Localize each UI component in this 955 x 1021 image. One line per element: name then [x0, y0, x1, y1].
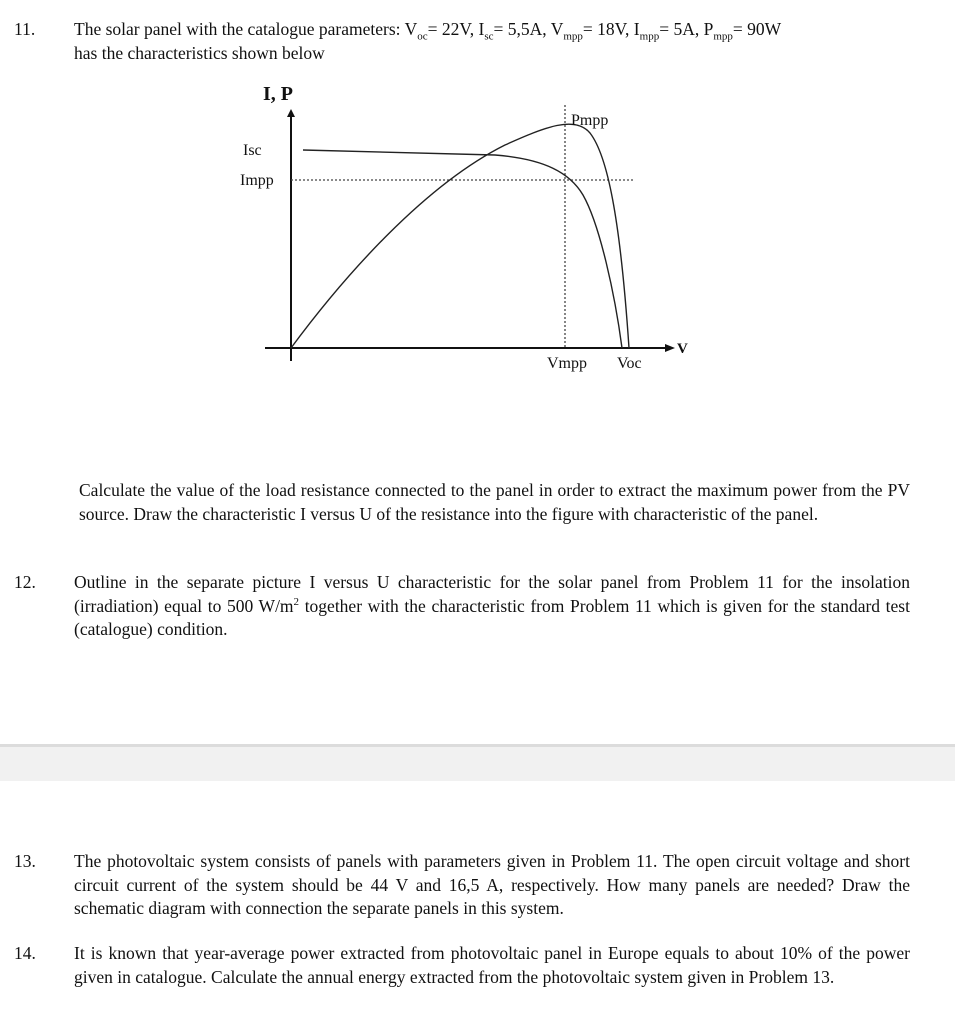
impp-subscript: mpp: [639, 30, 660, 43]
problem-13: [14, 850, 910, 921]
y-axis-arrow: [287, 109, 295, 117]
problem-14: [14, 942, 910, 989]
impp-label: Impp: [240, 172, 274, 189]
vmpp-value: = 18V, I: [582, 19, 640, 39]
impp-value: = 5A, P: [659, 19, 714, 39]
problem-12-text-a: Outline in the separate picture I versus U characteristic for the solar panel from Problem 11 for the insolation (irradiation) equal to 500 W/m: [74, 572, 910, 616]
problem-11-line2: has the characteristics shown below: [74, 42, 325, 63]
page-divider: [0, 744, 955, 781]
iv-curve: [303, 150, 622, 348]
problem-12-text-b: together with the characteristic from Problem 11 which is given for the standard test (catalogue) condition.: [74, 595, 910, 639]
vmpp-subscript: mpp: [563, 30, 583, 43]
problem-14-text: It is known that year-average power extracted from photovoltaic panel in Europe equals to about 10% of the power given in catalogue. Calculate the annual energy extracted from the photovoltaic system given in Problem 13.: [74, 943, 910, 987]
iv-characteristic-figure: [225, 75, 705, 385]
isc-subscript: sc: [484, 30, 494, 43]
problem-number: 14.: [14, 943, 36, 963]
voc-value: = 22V, I: [427, 19, 485, 39]
problem-number: 11.: [14, 19, 36, 39]
problem-number: 13.: [14, 851, 36, 871]
pmpp-value: = 90W: [732, 19, 782, 39]
problem-12: [14, 571, 910, 642]
pmpp-label: Pmpp: [571, 112, 609, 129]
pmpp-subscript: mpp: [713, 30, 733, 43]
y-axis-label: I, P: [263, 83, 293, 105]
voc-label: Voc: [617, 355, 642, 372]
isc-label: Isc: [243, 142, 262, 159]
pv-curve: [291, 124, 629, 348]
problem-11: [14, 18, 910, 65]
problem-13-text: The photovoltaic system consists of panels with parameters given in Problem 11. The open circuit voltage and short circuit current of the system should be 44 V and 16,5 A, respectively. How many panels are needed? Draw the schematic diagram with connection the separate panels in this system.: [74, 851, 910, 918]
squared-superscript: 2: [293, 595, 300, 608]
x-axis-arrow: [665, 344, 675, 352]
voc-subscript: oc: [417, 30, 428, 43]
vmpp-label: Vmpp: [547, 355, 587, 372]
isc-value: = 5,5A, V: [493, 19, 564, 39]
problem-11-intro: The solar panel with the catalogue parameters: V: [74, 19, 418, 39]
problem-number: 12.: [14, 572, 36, 592]
problem-11-question: Calculate the value of the load resistance connected to the panel in order to extract the maximum power from the PV source. Draw the characteristic I versus U of the resistance into the figure with characteristic of the panel.: [79, 480, 910, 524]
x-axis-label: V: [677, 341, 688, 357]
